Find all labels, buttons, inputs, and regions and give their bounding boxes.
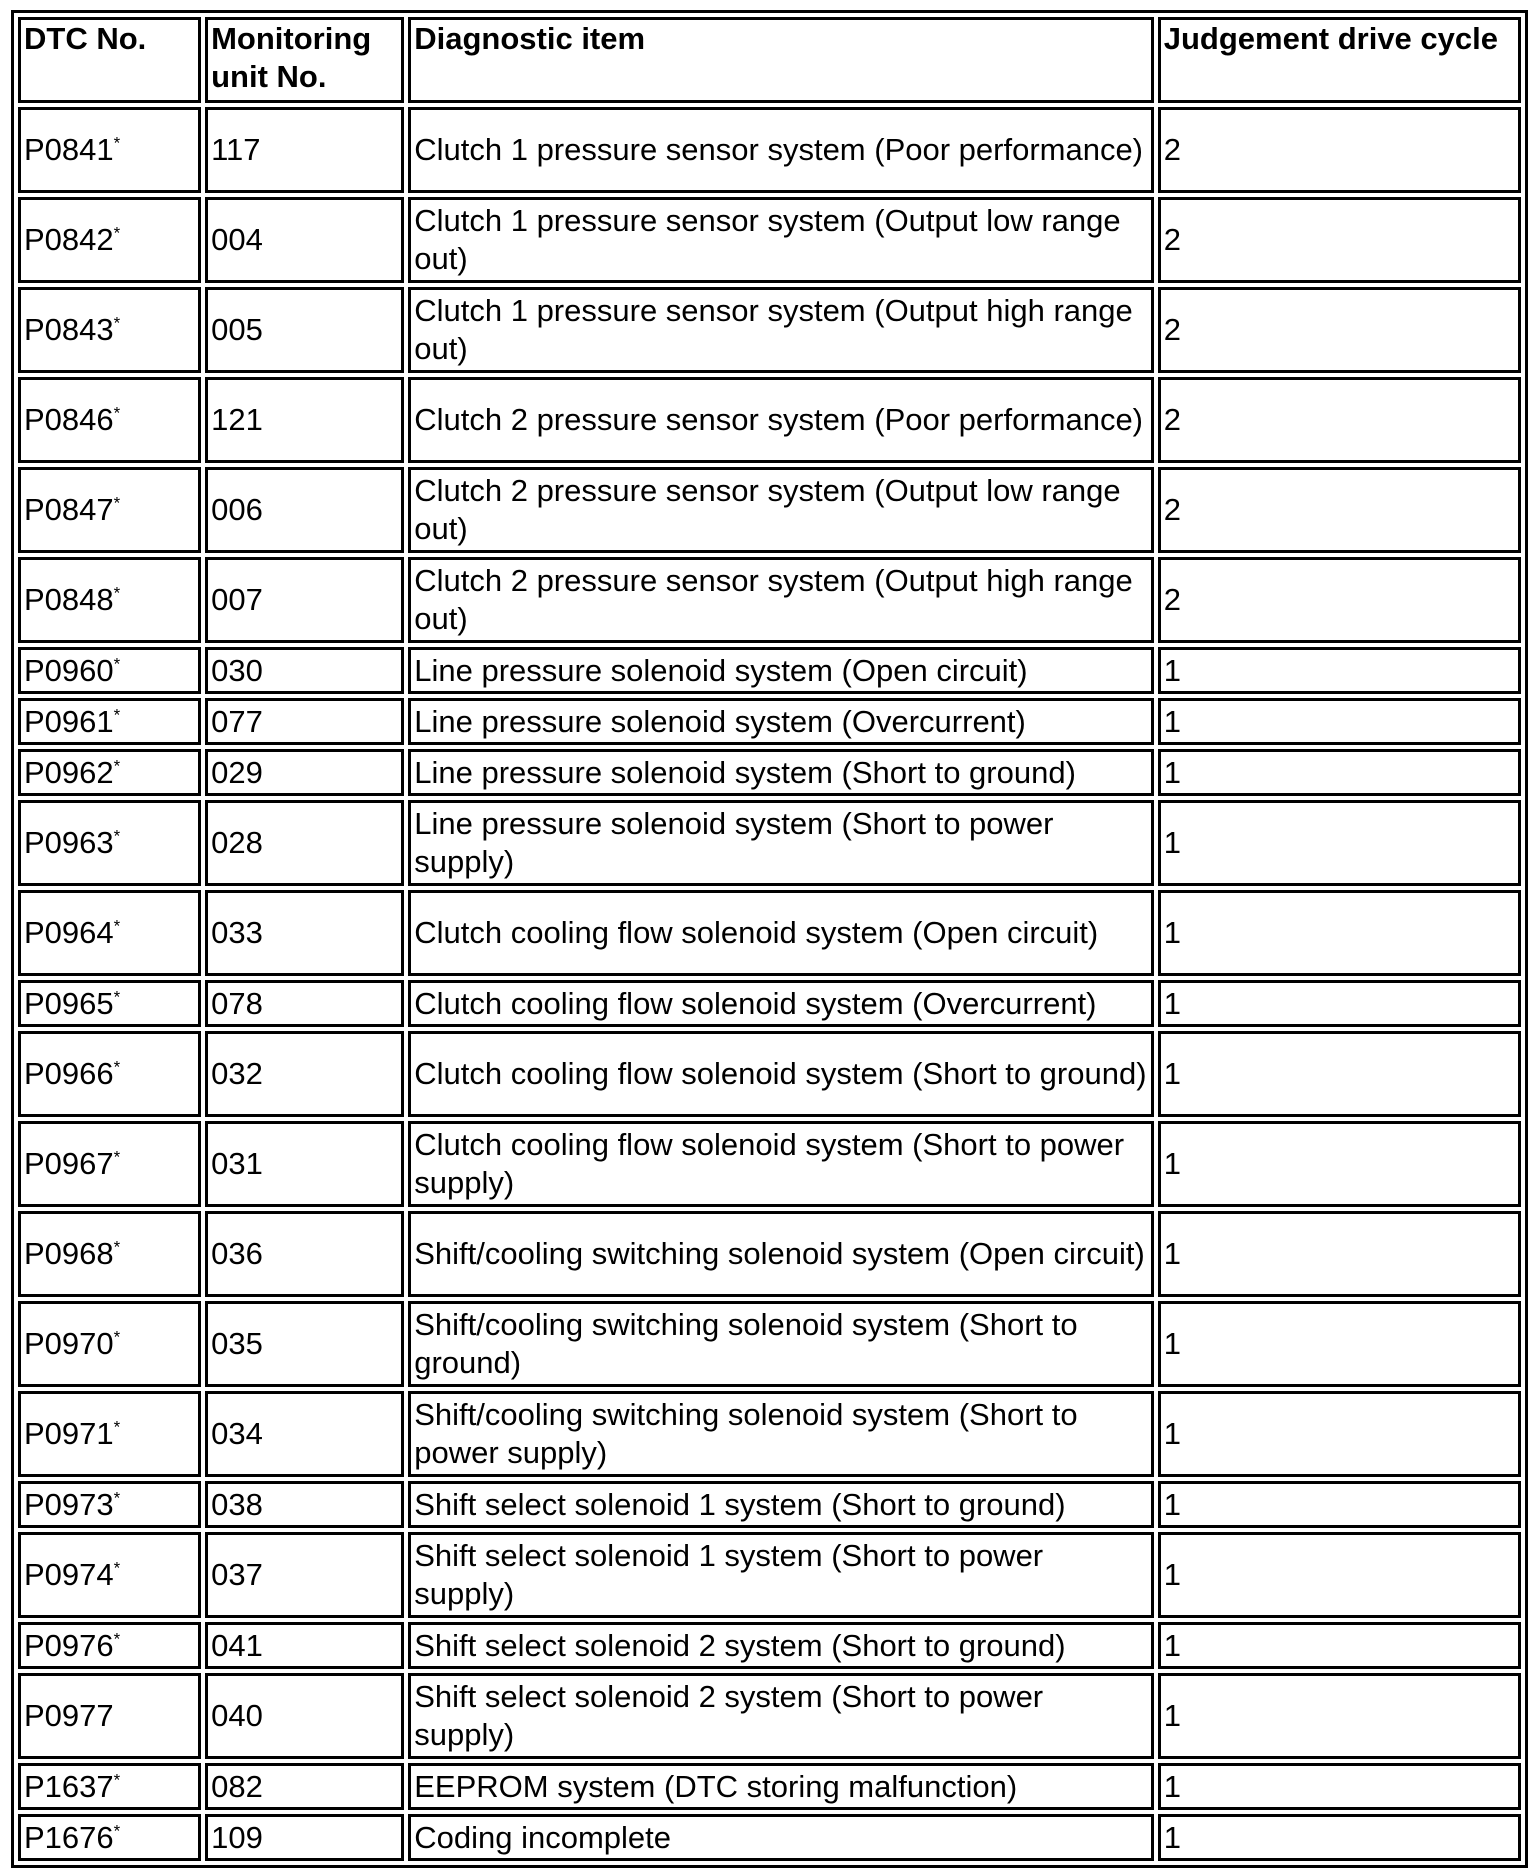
cell-monitoring-unit-no: 121 — [205, 377, 404, 463]
dtc-code: P1637 — [24, 1768, 114, 1804]
table-row — [18, 1532, 1521, 1618]
dtc-code: P0968 — [24, 1236, 114, 1271]
cell-dtc-no — [18, 1391, 201, 1477]
asterisk-marker: * — [113, 705, 121, 725]
cell-dtc-no — [18, 890, 201, 976]
cell-diagnostic-item: Shift select solenoid 1 system (Short to power supply) — [408, 1532, 1154, 1618]
cell-judgement-drive-cycle: 1 — [1158, 1391, 1521, 1477]
dtc-code: P0960 — [24, 652, 114, 688]
dtc-code: P0967 — [24, 1146, 114, 1181]
cell-monitoring-unit-no: 028 — [205, 800, 404, 886]
dtc-code: P0961 — [24, 703, 114, 739]
cell-diagnostic-item: Line pressure solenoid system (Overcurrent) — [408, 698, 1154, 745]
table-row — [18, 467, 1521, 553]
cell-judgement-drive-cycle: 1 — [1158, 698, 1521, 745]
cell-judgement-drive-cycle: 1 — [1158, 980, 1521, 1027]
cell-judgement-drive-cycle: 1 — [1158, 1532, 1521, 1618]
cell-judgement-drive-cycle: 1 — [1158, 1481, 1521, 1528]
cell-dtc-no — [18, 1814, 201, 1861]
cell-diagnostic-item: Clutch cooling flow solenoid system (Short to power supply) — [408, 1121, 1154, 1207]
cell-dtc-no — [18, 197, 201, 283]
table-row — [18, 1481, 1521, 1528]
cell-diagnostic-item: Shift select solenoid 1 system (Short to ground) — [408, 1481, 1154, 1528]
table-row — [18, 1814, 1521, 1861]
cell-dtc-no — [18, 1121, 201, 1207]
dtc-table-container — [11, 10, 1528, 1868]
cell-judgement-drive-cycle: 2 — [1158, 107, 1521, 193]
cell-judgement-drive-cycle: 1 — [1158, 749, 1521, 796]
cell-judgement-drive-cycle: 1 — [1158, 1673, 1521, 1759]
cell-dtc-no — [18, 107, 201, 193]
cell-monitoring-unit-no: 109 — [205, 1814, 404, 1861]
table-row — [18, 107, 1521, 193]
cell-diagnostic-item: Clutch 2 pressure sensor system (Output high range out) — [408, 557, 1154, 643]
cell-diagnostic-item: Coding incomplete — [408, 1814, 1154, 1861]
table-row — [18, 647, 1521, 694]
cell-dtc-no — [18, 647, 201, 694]
cell-judgement-drive-cycle: 1 — [1158, 1301, 1521, 1387]
asterisk-marker: * — [113, 1417, 121, 1437]
asterisk-marker: * — [113, 1558, 121, 1578]
cell-judgement-drive-cycle: 1 — [1158, 647, 1521, 694]
cell-dtc-no — [18, 980, 201, 1027]
table-row — [18, 698, 1521, 745]
cell-dtc-no — [18, 800, 201, 886]
asterisk-marker: * — [113, 493, 121, 513]
cell-diagnostic-item: Clutch cooling flow solenoid system (Open circuit) — [408, 890, 1154, 976]
cell-dtc-no — [18, 557, 201, 643]
cell-judgement-drive-cycle: 2 — [1158, 557, 1521, 643]
cell-dtc-no — [18, 467, 201, 553]
asterisk-marker: * — [113, 133, 121, 153]
asterisk-marker: * — [113, 403, 121, 423]
table-row — [18, 377, 1521, 463]
header-monitoring-unit-no: Monitoring unit No. — [205, 17, 404, 103]
cell-monitoring-unit-no: 035 — [205, 1301, 404, 1387]
cell-judgement-drive-cycle: 1 — [1158, 1814, 1521, 1861]
cell-diagnostic-item: Shift/cooling switching solenoid system (Short to ground) — [408, 1301, 1154, 1387]
cell-diagnostic-item: Shift/cooling switching solenoid system (Open circuit) — [408, 1211, 1154, 1297]
table-row — [18, 1031, 1521, 1117]
cell-monitoring-unit-no: 082 — [205, 1763, 404, 1810]
table-row — [18, 1301, 1521, 1387]
cell-dtc-no — [18, 749, 201, 796]
cell-monitoring-unit-no: 007 — [205, 557, 404, 643]
cell-monitoring-unit-no: 077 — [205, 698, 404, 745]
table-row — [18, 1391, 1521, 1477]
cell-diagnostic-item: Clutch 1 pressure sensor system (Poor performance) — [408, 107, 1154, 193]
cell-dtc-no — [18, 1481, 201, 1528]
cell-dtc-no — [18, 1673, 201, 1759]
dtc-code: P0971 — [24, 1416, 114, 1451]
cell-monitoring-unit-no: 005 — [205, 287, 404, 373]
asterisk-marker: * — [113, 1237, 121, 1257]
table-row — [18, 197, 1521, 283]
cell-judgement-drive-cycle: 1 — [1158, 1622, 1521, 1669]
cell-judgement-drive-cycle: 1 — [1158, 1763, 1521, 1810]
dtc-code: P0970 — [24, 1326, 114, 1361]
asterisk-marker: * — [113, 1770, 121, 1790]
dtc-table-body — [18, 17, 1521, 1861]
dtc-code: P0964 — [24, 915, 114, 950]
cell-judgement-drive-cycle: 2 — [1158, 197, 1521, 283]
asterisk-marker: * — [113, 1629, 121, 1649]
asterisk-marker: * — [113, 1147, 121, 1167]
dtc-code: P0977 — [24, 1698, 114, 1733]
asterisk-marker: * — [113, 1327, 121, 1347]
cell-monitoring-unit-no: 041 — [205, 1622, 404, 1669]
cell-diagnostic-item: Clutch cooling flow solenoid system (Short to ground) — [408, 1031, 1154, 1117]
cell-dtc-no — [18, 1301, 201, 1387]
table-row — [18, 1121, 1521, 1207]
asterisk-marker: * — [113, 313, 121, 333]
cell-dtc-no — [18, 1622, 201, 1669]
dtc-code: P0963 — [24, 825, 114, 860]
asterisk-marker: * — [113, 756, 121, 776]
cell-diagnostic-item: EEPROM system (DTC storing malfunction) — [408, 1763, 1154, 1810]
table-row — [18, 1763, 1521, 1810]
cell-diagnostic-item: Line pressure solenoid system (Short to power supply) — [408, 800, 1154, 886]
dtc-code: P0842 — [24, 222, 114, 257]
cell-monitoring-unit-no: 031 — [205, 1121, 404, 1207]
cell-monitoring-unit-no: 004 — [205, 197, 404, 283]
cell-judgement-drive-cycle: 1 — [1158, 800, 1521, 886]
header-judgement-drive-cycle: Judgement drive cycle — [1158, 17, 1521, 103]
table-row — [18, 749, 1521, 796]
asterisk-marker: * — [113, 1821, 121, 1841]
asterisk-marker: * — [113, 987, 121, 1007]
cell-monitoring-unit-no: 117 — [205, 107, 404, 193]
table-row — [18, 1211, 1521, 1297]
cell-dtc-no — [18, 1532, 201, 1618]
table-row — [18, 800, 1521, 886]
cell-dtc-no — [18, 377, 201, 463]
dtc-code: P0974 — [24, 1557, 114, 1592]
dtc-code: P0848 — [24, 582, 114, 617]
cell-judgement-drive-cycle: 1 — [1158, 890, 1521, 976]
dtc-code: P0841 — [24, 132, 114, 167]
table-row — [18, 890, 1521, 976]
cell-diagnostic-item: Clutch 2 pressure sensor system (Poor performance) — [408, 377, 1154, 463]
asterisk-marker: * — [113, 826, 121, 846]
cell-dtc-no — [18, 698, 201, 745]
table-row — [18, 1673, 1521, 1759]
cell-diagnostic-item: Shift/cooling switching solenoid system (Short to power supply) — [408, 1391, 1154, 1477]
table-row — [18, 557, 1521, 643]
cell-diagnostic-item: Line pressure solenoid system (Short to ground) — [408, 749, 1154, 796]
cell-judgement-drive-cycle: 2 — [1158, 467, 1521, 553]
cell-diagnostic-item: Clutch 1 pressure sensor system (Output low range out) — [408, 197, 1154, 283]
asterisk-marker: * — [113, 654, 121, 674]
table-row — [18, 1622, 1521, 1669]
cell-judgement-drive-cycle: 2 — [1158, 287, 1521, 373]
table-header-row — [18, 17, 1521, 103]
cell-diagnostic-item: Shift select solenoid 2 system (Short to power supply) — [408, 1673, 1154, 1759]
asterisk-marker: * — [113, 1057, 121, 1077]
cell-monitoring-unit-no: 006 — [205, 467, 404, 553]
table-row — [18, 287, 1521, 373]
cell-monitoring-unit-no: 040 — [205, 1673, 404, 1759]
cell-diagnostic-item: Shift select solenoid 2 system (Short to ground) — [408, 1622, 1154, 1669]
dtc-code: P0843 — [24, 312, 114, 347]
cell-diagnostic-item: Clutch cooling flow solenoid system (Overcurrent) — [408, 980, 1154, 1027]
dtc-code: P0846 — [24, 402, 114, 437]
cell-monitoring-unit-no: 034 — [205, 1391, 404, 1477]
dtc-code: P0973 — [24, 1486, 114, 1522]
cell-dtc-no — [18, 1763, 201, 1810]
cell-monitoring-unit-no: 038 — [205, 1481, 404, 1528]
cell-monitoring-unit-no: 078 — [205, 980, 404, 1027]
header-diagnostic-item: Diagnostic item — [408, 17, 1154, 103]
cell-monitoring-unit-no: 037 — [205, 1532, 404, 1618]
cell-judgement-drive-cycle: 1 — [1158, 1031, 1521, 1117]
cell-dtc-no — [18, 287, 201, 373]
dtc-code: P0965 — [24, 985, 114, 1021]
table-row — [18, 980, 1521, 1027]
dtc-code: P0847 — [24, 492, 114, 527]
cell-monitoring-unit-no: 032 — [205, 1031, 404, 1117]
cell-judgement-drive-cycle: 2 — [1158, 377, 1521, 463]
cell-diagnostic-item: Clutch 2 pressure sensor system (Output low range out) — [408, 467, 1154, 553]
asterisk-marker: * — [113, 1488, 121, 1508]
dtc-code: P1676 — [24, 1819, 114, 1855]
cell-monitoring-unit-no: 029 — [205, 749, 404, 796]
dtc-table — [11, 10, 1528, 1868]
cell-diagnostic-item: Line pressure solenoid system (Open circuit) — [408, 647, 1154, 694]
cell-monitoring-unit-no: 036 — [205, 1211, 404, 1297]
cell-judgement-drive-cycle: 1 — [1158, 1211, 1521, 1297]
asterisk-marker: * — [113, 223, 121, 243]
asterisk-marker: * — [113, 583, 121, 603]
cell-monitoring-unit-no: 030 — [205, 647, 404, 694]
cell-judgement-drive-cycle: 1 — [1158, 1121, 1521, 1207]
header-dtc-no: DTC No. — [18, 17, 201, 103]
dtc-code: P0976 — [24, 1627, 114, 1663]
asterisk-marker: * — [113, 916, 121, 936]
cell-dtc-no — [18, 1031, 201, 1117]
cell-diagnostic-item: Clutch 1 pressure sensor system (Output high range out) — [408, 287, 1154, 373]
cell-dtc-no — [18, 1211, 201, 1297]
dtc-code: P0962 — [24, 754, 114, 790]
cell-monitoring-unit-no: 033 — [205, 890, 404, 976]
dtc-code: P0966 — [24, 1056, 114, 1091]
